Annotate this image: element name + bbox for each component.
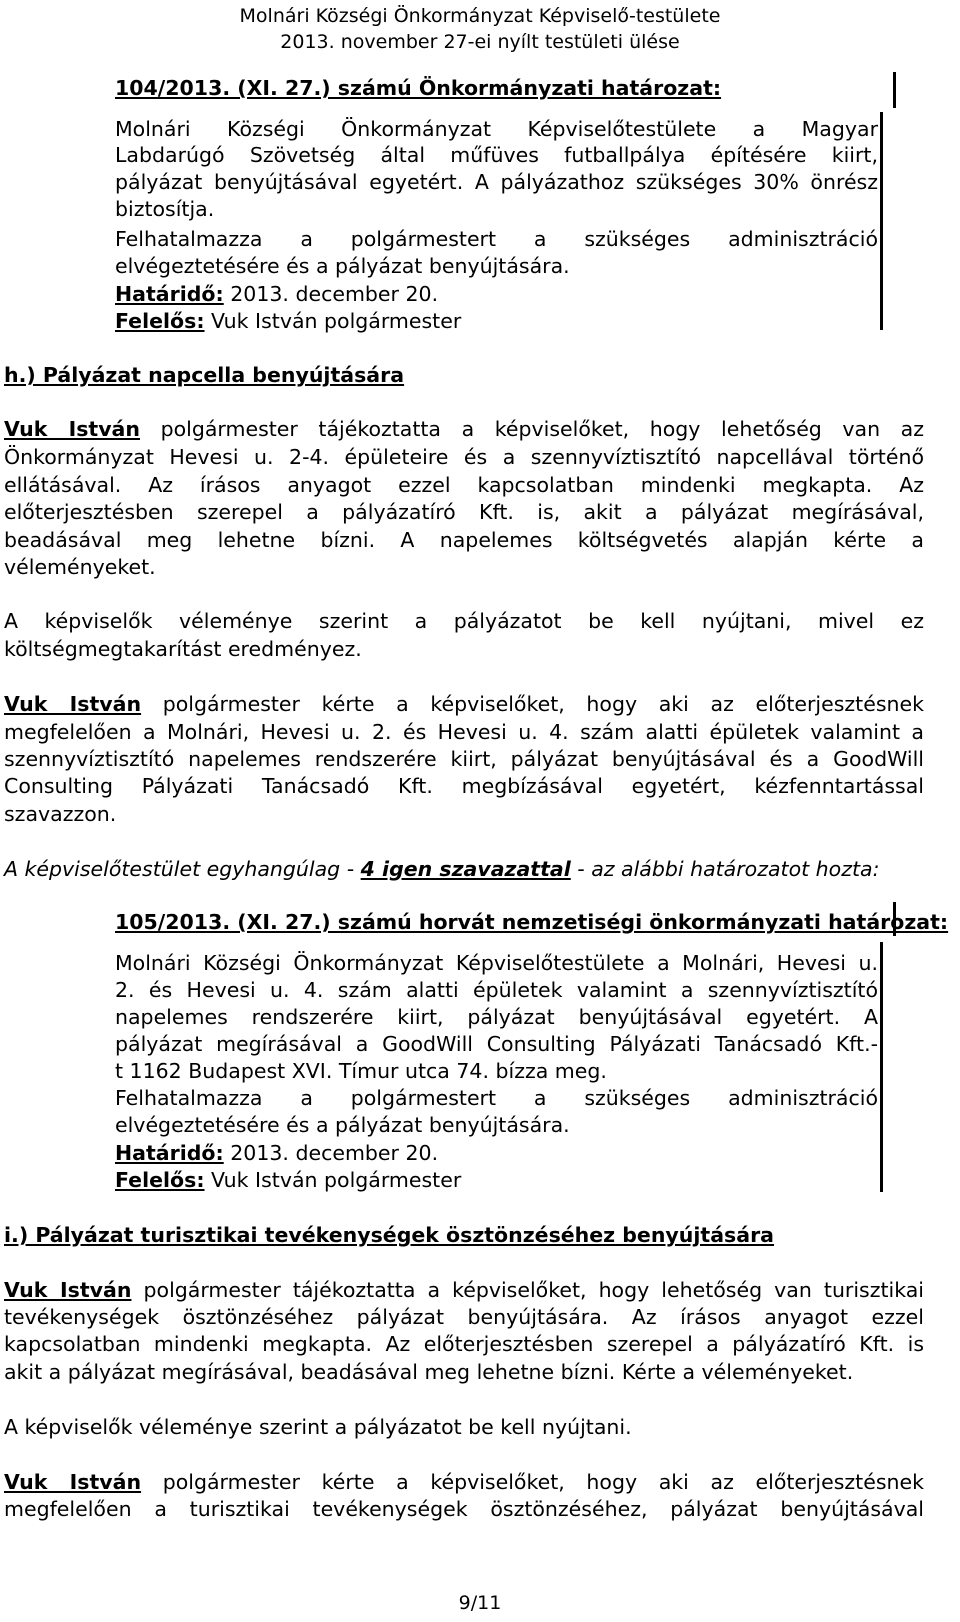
resolution-104-responsible [115,307,461,335]
vote-result: A képviselőtestület egyhangúlag - 4 igen szavazattal - az alábbi határozatot hozta: [4,857,880,881]
header-subtitle: 2013. november 27-ei nyílt testületi ülése [280,31,680,53]
resolution-104-line: Labdarúgó Szövetség által műfüves futballpálya építésére kiirt, [115,143,878,167]
resolution-104-line: Molnári Községi Önkormányzat Képviselőtestülete a Magyar [115,117,878,141]
vote-count: 4 igen szavazattal [360,857,571,881]
resolution-105-line: t 1162 Budapest XVI. Tímur utca 74. bízza meg. [115,1059,607,1083]
resolution-box-border [893,72,896,108]
resolution-105-title: 105/2013. (XI. 27.) számú horvát nemzetiségi önkormányzati határozat: [115,910,949,934]
person-name: Vuk István [4,692,142,716]
section-h-paragraph-line: szennyvíztisztító napelemes rendszerére kiirt, pályázat benyújtásával és a GoodWill [4,747,924,771]
responsible-value: Vuk István polgármester [204,1168,462,1192]
section-h-paragraph-line: előterjesztésben szerepel a pályázatíró Kft. is, akit a pályázat megírásával, [4,500,924,524]
resolution-104-deadline [115,280,438,308]
responsible-value: Vuk István polgármester [204,309,462,333]
section-i-paragraph-line: Vuk István polgármester kérte a képviselőket, hogy aki az előterjesztésnek [4,1470,924,1494]
resolution-105-line: napelemes rendszerére kiirt, pályázat benyújtásával egyetért. A [115,1005,878,1029]
person-name: Vuk István [4,1278,132,1302]
resolution-105-line: elvégeztetésére és a pályázat benyújtására. [115,1113,570,1137]
section-h-paragraph-line: A képviselők véleménye szerint a pályázatot be kell nyújtani, mivel ez [4,609,924,633]
resolution-105-line: Molnári Községi Önkormányzat Képviselőtestülete a Molnári, Hevesi u. [115,951,878,975]
person-name: Vuk István [4,417,140,441]
resolution-105-deadline [115,1139,438,1167]
section-i-paragraph-line: tevékenységek ösztönzéséhez pályázat benyújtására. Az írásos anyagot ezzel [4,1305,924,1329]
resolution-box-border [880,942,883,1192]
resolution-104-title: 104/2013. (XI. 27.) számú Önkormányzati határozat: [115,76,722,100]
section-i-paragraph-line: kapcsolatban mindenki megkapta. Az előterjesztésben szerepel a pályázatíró Kft. is [4,1332,924,1356]
resolution-box-border [880,112,883,330]
resolution-105-line: 2. és Hevesi u. 4. szám alatti épületek valamint a szennyvíztisztító [115,978,878,1002]
section-i-paragraph-line: megfelelően a turisztikai tevékenységek ösztönzéséhez, pályázat benyújtásával [4,1497,924,1521]
section-h-paragraph-line: ellátásával. Az írásos anyagot ezzel kapcsolatban mindenki megkapta. Az [4,473,924,497]
resolution-105-responsible [115,1166,461,1194]
responsible-label: Felelős: [115,309,205,333]
deadline-label: Határidő: [115,1141,224,1165]
section-h-paragraph-line: Vuk István polgármester tájékoztatta a képviselőket, hogy lehetőség van az [4,417,925,441]
resolution-104-line: elvégeztetésére és a pályázat benyújtására. [115,254,570,278]
resolution-104-line: pályázat benyújtásával egyetért. A pályázathoz szükséges 30% önrész [115,170,878,194]
section-h-paragraph-line: megfelelően a Molnári, Hevesi u. 2. és Hevesi u. 4. szám alatti épületek valamint a [4,720,924,744]
section-i-paragraph-line: Vuk István polgármester tájékoztatta a képviselőket, hogy lehetőség van turisztikai [4,1278,924,1302]
section-i-heading: i.) Pályázat turisztikai tevékenységek ösztönzéséhez benyújtására [4,1223,775,1247]
resolution-105-line: pályázat megírásával a GoodWill Consulting Pályázati Tanácsadó Kft.- [115,1032,878,1056]
section-h-heading: h.) Pályázat napcella benyújtására [4,363,405,387]
person-name: Vuk István [4,1470,142,1494]
resolution-104-line: biztosítja. [115,197,215,221]
deadline-value: 2013. december 20. [223,1141,439,1165]
page-number: 9/11 [458,1592,502,1614]
resolution-104-line: Felhatalmazza a polgármestert a szükséges adminisztráció [115,227,878,251]
section-i-paragraph-line: A képviselők véleménye szerint a pályázatot be kell nyújtani. [4,1415,632,1439]
section-h-paragraph-line: szavazzon. [4,802,117,826]
responsible-label: Felelős: [115,1168,205,1192]
section-i-paragraph-line: akit a pályázat megírásával, beadásával meg lehetne bízni. Kérte a véleményeket. [4,1360,854,1384]
deadline-value: 2013. december 20. [223,282,439,306]
section-h-paragraph-line: beadásával meg lehetne bízni. A napelemes költségvetés alapján kérte a [4,528,924,552]
header-title: Molnári Községi Önkormányzat Képviselő-testülete [239,5,721,27]
resolution-105-line: Felhatalmazza a polgármestert a szükséges adminisztráció [115,1086,878,1110]
section-h-paragraph-line: Önkormányzat Hevesi u. 2-4. épületeire és a szennyvíztisztító napcellával történő [4,445,924,469]
deadline-label: Határidő: [115,282,224,306]
section-h-paragraph-line: véleményeket. [4,555,156,579]
section-h-paragraph-line: Consulting Pályázati Tanácsadó Kft. megbízásával egyetért, kézfenntartással [4,774,924,798]
section-h-paragraph-line: Vuk István polgármester kérte a képviselőket, hogy aki az előterjesztésnek [4,692,924,716]
section-h-paragraph-line: költségmegtakarítást eredményez. [4,637,362,661]
